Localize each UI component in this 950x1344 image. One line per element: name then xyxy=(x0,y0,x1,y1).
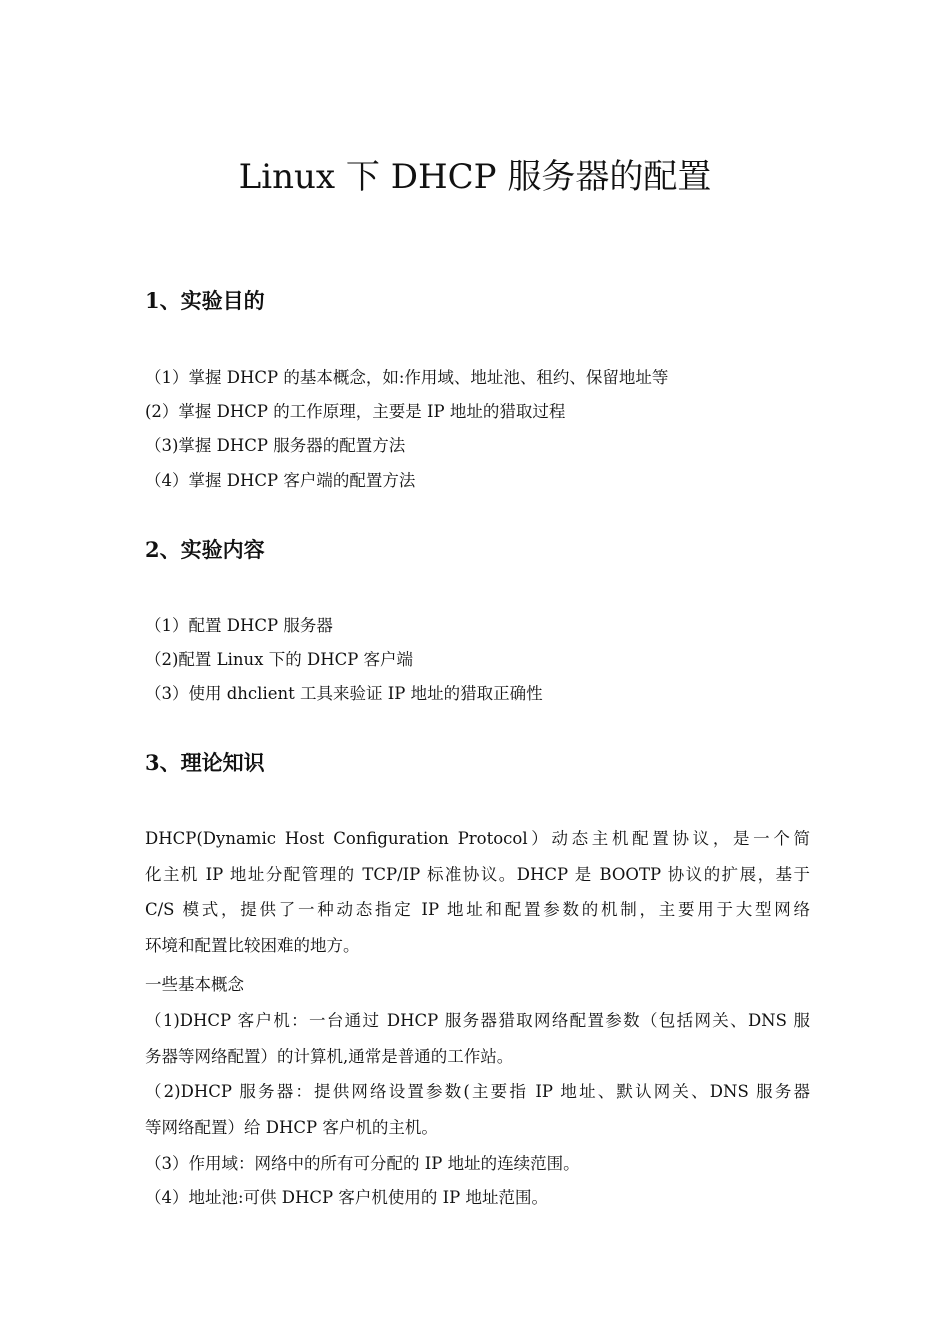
concept-4: （4）地址池:可供 DHCP 客户机使用的 IP 地址范围。 xyxy=(145,1188,549,1207)
theory-intro-line: DHCP(Dynamic Host Configuration Protocol）动态主机配置协议，是一个简 xyxy=(145,829,810,848)
page-title: Linux 下 DHCP 服务器的配置 xyxy=(238,157,712,197)
section-heading-content: 2、实验内容 xyxy=(145,537,265,562)
section-heading-objectives: 1、实验目的 xyxy=(145,288,265,313)
concept-1-line: （1)DHCP 客户机：一台通过 DHCP 服务器猎取网络配置参数（包括网关、DNS 服 xyxy=(145,1011,810,1030)
content-item-3: （3）使用 dhclient 工具来验证 IP 地址的猎取正确性 xyxy=(145,684,543,703)
concept-3: （3）作用域：网络中的所有可分配的 IP 地址的连续范围。 xyxy=(145,1154,580,1173)
concept-1-paragraph xyxy=(145,1003,810,1074)
theory-intro-line: 化主机 IP 地址分配管理的 TCP/IP 标准协议。DHCP 是 BOOTP 协议的扩展，基于 xyxy=(145,864,810,884)
concept-1-line: 务器等网络配置）的计算机,通常是普通的工作站。 xyxy=(145,1046,514,1066)
concept-2-line: （2)DHCP 服务器：提供网络设置参数(主要指 IP 地址、默认网关、DNS 服务器 xyxy=(145,1082,810,1101)
theory-intro-paragraph xyxy=(145,821,810,963)
objective-item-1: （1）掌握 DHCP 的基本概念，如:作用域、地址池、租约、保留地址等 xyxy=(145,368,669,387)
concept-2-line: 等网络配置）给 DHCP 客户机的主机。 xyxy=(145,1117,438,1137)
concept-2-paragraph xyxy=(145,1074,810,1145)
content-item-1: （1）配置 DHCP 服务器 xyxy=(145,616,333,635)
objective-item-3: （3)掌握 DHCP 服务器的配置方法 xyxy=(145,436,406,455)
theory-intro-line: C/S 模式，提供了一种动态指定 IP 地址和配置参数的机制，主要用于大型网络 xyxy=(145,900,810,919)
objective-item-4: （4）掌握 DHCP 客户端的配置方法 xyxy=(145,471,416,490)
content-item-2: （2)配置 Linux 下的 DHCP 客户端 xyxy=(145,650,414,669)
theory-intro-line: 环境和配置比较困难的地方。 xyxy=(145,935,360,955)
section-heading-theory: 3、理论知识 xyxy=(145,750,265,775)
objective-item-2: (2）掌握 DHCP 的工作原理，主要是 IP 地址的猎取过程 xyxy=(145,402,566,421)
concepts-label: 一些基本概念 xyxy=(145,975,244,994)
